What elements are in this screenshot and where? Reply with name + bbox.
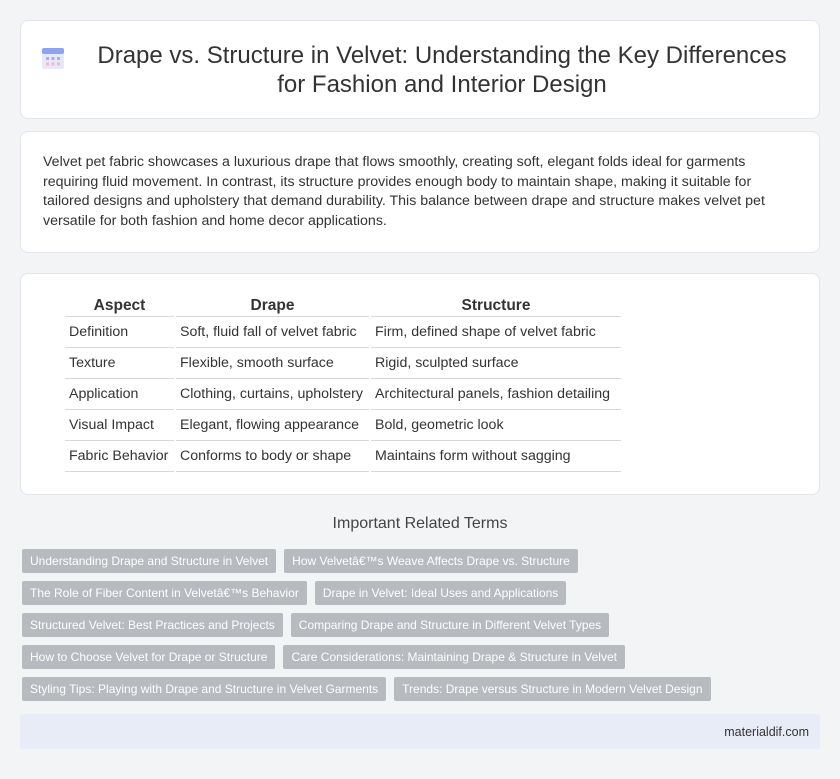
related-term-link[interactable]: Comparing Drape and Structure in Different Velvet Types (291, 613, 609, 637)
related-terms-title: Important Related Terms (332, 515, 508, 532)
table-cell: Rigid, sculpted surface (371, 348, 621, 379)
table-cell: Conforms to body or shape (176, 441, 369, 472)
title-wrap (40, 41, 800, 99)
comparison-card (20, 273, 820, 495)
related-term-link[interactable]: Care Considerations: Maintaining Drape & Structure in Velvet (283, 645, 625, 669)
calendar-icon (40, 45, 66, 71)
tag-row (22, 613, 822, 637)
tag-row (22, 645, 822, 669)
related-term-link[interactable]: Understanding Drape and Structure in Velvet (22, 549, 276, 573)
related-terms-list (22, 549, 822, 709)
related-term-link[interactable]: How Velvetâ€™s Weave Affects Drape vs. Structure (284, 549, 578, 573)
comparison-table (63, 296, 623, 472)
table-cell: Flexible, smooth surface (176, 348, 369, 379)
table-cell: Bold, geometric look (371, 410, 621, 441)
table-cell: Texture (65, 348, 174, 379)
table-cell: Definition (65, 317, 174, 348)
site-name[interactable]: materialdif.com (724, 724, 809, 739)
table-row (65, 410, 621, 441)
tag-row (22, 549, 822, 573)
page-title: Drape vs. Structure in Velvet: Understanding the Key Differences for Fashion and Interior Design (97, 41, 787, 98)
header-aspect: Aspect (65, 296, 174, 317)
related-term-link[interactable]: Structured Velvet: Best Practices and Projects (22, 613, 283, 637)
table-row (65, 317, 621, 348)
table-row (65, 348, 621, 379)
table-cell: Architectural panels, fashion detailing (371, 379, 621, 410)
related-term-link[interactable]: Styling Tips: Playing with Drape and Structure in Velvet Garments (22, 677, 386, 701)
tag-row (22, 677, 822, 701)
table-header-row (65, 296, 621, 317)
table-cell: Clothing, curtains, upholstery (176, 379, 369, 410)
table-cell: Visual Impact (65, 410, 174, 441)
tag-row (22, 581, 822, 605)
table-row (65, 379, 621, 410)
header-drape: Drape (176, 296, 369, 317)
table-cell: Firm, defined shape of velvet fabric (371, 317, 621, 348)
table-cell: Application (65, 379, 174, 410)
header-card (20, 20, 820, 119)
table-row (65, 441, 621, 472)
table-cell: Soft, fluid fall of velvet fabric (176, 317, 369, 348)
related-term-link[interactable]: How to Choose Velvet for Drape or Structure (22, 645, 275, 669)
table-cell: Fabric Behavior (65, 441, 174, 472)
intro-text: Velvet pet fabric showcases a luxurious drape that flows smoothly, creating soft, elegant folds ideal for garments requiring fluid movement. In contrast, its structure provides enough body to maintain shape, making it suitable for tailored designs and upholstery that demand durability. This balance between drape and structure makes velvet pet versatile for both fashion and home decor applications. (43, 154, 765, 229)
footer (20, 714, 820, 749)
related-term-link[interactable]: Trends: Drape versus Structure in Modern Velvet Design (394, 677, 710, 701)
header-structure: Structure (371, 296, 621, 317)
table-cell: Maintains form without sagging (371, 441, 621, 472)
related-term-link[interactable]: Drape in Velvet: Ideal Uses and Applications (315, 581, 566, 605)
table-cell: Elegant, flowing appearance (176, 410, 369, 441)
related-term-link[interactable]: The Role of Fiber Content in Velvetâ€™s Behavior (22, 581, 307, 605)
intro-card (20, 131, 820, 253)
